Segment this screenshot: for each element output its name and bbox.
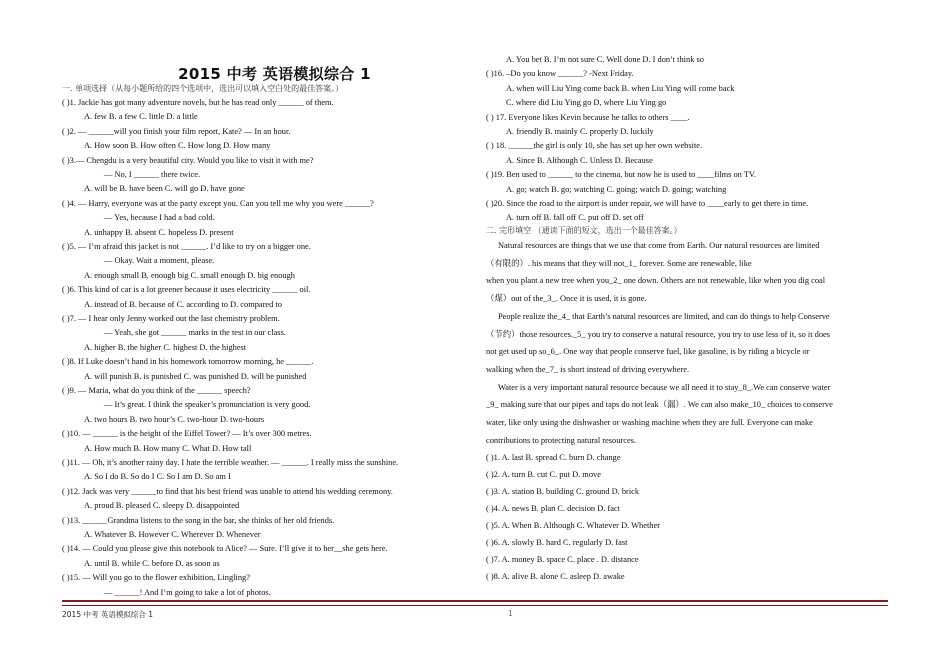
footer-title: 2015 中考 英语模拟综合 1	[62, 610, 154, 619]
answer-options: C. where did Liu Ying go D, where Liu Ying go	[506, 98, 667, 108]
question-stem: ( )2. — ______will you finish your film report, Kate? — In an hour.	[62, 126, 291, 136]
answer-options: A. go; watch B. go; watching C. going; watch D. going; watching	[506, 184, 727, 194]
section2-header: 二. 完形填空 （通读下面的短文，选出一个最佳答案。）	[486, 226, 682, 235]
passage-line: not get used up so_6_. One way that people conserve fuel, like gasoline, is by riding a bicycle or	[486, 347, 810, 357]
answer-options: A. will be B. have been C. will go D. have gone	[84, 184, 245, 194]
question-stem: ( )9. — Maria, what do you think of the ______ speech?	[62, 386, 251, 395]
question-stem: ( )11. — Oh, it’s another rainy day. I hate the terrible weather. — ______. I really miss the sunshine.	[62, 458, 399, 467]
cloze-option-row: ( )7. A. money B. space C. place . D. distance	[486, 555, 639, 564]
question-stem: ( ) 18. ______the girl is only 10, she has set up her own website.	[486, 141, 703, 151]
passage-line: People realize the_4_ that Earth’s natural resources are limited, and can do things to help Conserve	[498, 311, 830, 321]
page-number: 1	[508, 609, 513, 618]
question-stem: ( )6. This kind of car is a lot greener because it uses electricity ______ oil.	[62, 285, 311, 295]
question-stem: ( ) 17. Everyone likes Kevin because he talks to others ____.	[486, 112, 690, 122]
answer-options: A. How soon B. How often C. How long D. How many	[84, 141, 271, 151]
question-stem: ( )12. Jack was very ______to find that his best friend was unable to attend his wedding ceremony.	[62, 486, 393, 496]
cloze-option-row: ( )8. A. alive B. alone C. asleep D. awake	[486, 572, 625, 581]
cloze-option-row: ( )1. A. last B. spread C. burn D. change	[486, 453, 621, 462]
answer-options: A. How much B. How many C. What D. How tall	[84, 443, 252, 453]
passage-line: walking when the_7_ is short instead of driving everywhere.	[486, 364, 690, 374]
passage-line: （有限的）. his means that they will not_1_ forever. Some are renewable, like	[486, 258, 752, 268]
cloze-option-row: ( )2. A. turn B. cut C. put D. move	[486, 470, 601, 479]
passage-line: _9_ making sure that our pipes and taps do not leak（漏）. We can also make_10_ choices to conserve	[486, 400, 833, 410]
question-stem: ( )16. –Do you know ______? -Next Friday.	[486, 69, 634, 79]
answer-options: A. You bet B. I’m not sure C. Well done D. I don’t think so	[506, 55, 704, 64]
question-stem: ( )1. Jackie has got many adventure novels, but he has read only ______ of them.	[62, 98, 334, 107]
dialogue-line: — Yeah, she got ______ marks in the test in our class.	[104, 328, 286, 338]
page-title: 2015 中考 英语模拟综合 1	[178, 65, 371, 83]
passage-line: Natural resources are things that we use that come from Earth. Our natural resources are limited	[498, 241, 820, 250]
answer-options: A. friendly B. mainly C. properly D. luckily	[506, 127, 654, 136]
answer-options: A. higher B. the higher C. highest D. the highest	[84, 342, 247, 352]
passage-line: （节约）those resources._5_ you try to conserve a natural resource, you try to use less of it, so it does	[486, 329, 830, 339]
passage-line: Water is a very important natural resource because we all need it to stay_8_.We can conserve water	[498, 382, 831, 392]
answer-options: A. proud B. pleased C. sleepy D. disappointed	[84, 501, 240, 511]
answer-options: A. So I do B. So do I C. So I am D. So am I	[84, 472, 231, 482]
cloze-option-row: ( )6. A. slowly B. hard C. regularly D. fast	[486, 538, 628, 547]
passage-line: contributions to protecting natural resources.	[486, 435, 637, 445]
answer-options: A. few B. a few C. little D. a little	[84, 112, 198, 122]
answer-options: A. until B. while C. before D. as soon as	[84, 558, 220, 568]
passage-line: （煤）out of the_3_. Once it is used, it is gone.	[486, 294, 647, 304]
dialogue-line: — Yes, because I had a bad cold.	[104, 213, 215, 223]
passage-line: when you plant a new tree when you_2_ one down. Others are not renewable, like when you dig coal	[486, 276, 826, 286]
cloze-option-row: ( )4. A. news B. plan C. decision D. fact	[486, 504, 620, 513]
question-stem: ( )5. — I’m afraid this jacket is not ______. I’d like to try on a bigger one.	[62, 242, 311, 251]
dialogue-line: — It’s great. I think the speaker’s pronunciation is very good.	[104, 400, 311, 410]
answer-options: A. enough small B. enough big C. small enough D. big enough	[84, 270, 295, 280]
answer-options: A. will punish B. is punished C. was punished D. will be punished	[84, 371, 307, 381]
dialogue-line: — ______! And I’m going to take a lot of photos.	[104, 587, 271, 597]
cloze-option-row: ( )5. A. When B. Although C. Whatever D. Whether	[486, 521, 660, 530]
answer-options: A. instead of B. because of C. according to D. compared to	[84, 299, 282, 309]
question-stem: ( )13. ______Grandma listens to the song in the bar, she thinks of her old friends.	[62, 515, 335, 525]
answer-options: A. Whatever B. However C. Wherever D. Whenever	[84, 530, 261, 539]
answer-options: A. turn off B. fall off C. put off D. set off	[506, 213, 644, 223]
answer-options: A. Since B. Although C. Unless D. Because	[506, 155, 653, 165]
passage-line: water, like only using the dishwasher or washing machine when they are full. Everyone can make	[486, 418, 813, 427]
question-stem: ( )15. — Will you go to the flower exhibition, Lingling?	[62, 573, 250, 583]
question-stem: ( )7. — I hear only Jenny worked out the last chemistry problem.	[62, 314, 280, 323]
question-stem: ( )10. — ______ is the height of the Eiffel Tower? — It’s over 300 metres.	[62, 429, 312, 439]
question-stem: ( )20. Since the road to the airport is under repair, we will have to ____early to get there in time.	[486, 199, 809, 208]
answer-options: A. when will Liu Ying come back B. when Liu Ying will come back	[506, 83, 735, 93]
question-stem: ( )14. — Could you please give this notebook to Alice? — Sure. I’ll give it to her__she gets here.	[62, 544, 388, 554]
question-stem: ( )4. — Harry, everyone was at the party except you. Can you tell me why you were ______?	[62, 198, 374, 208]
question-stem: ( )3.— Chengdu is a very beautiful city. Would you like to visit it with me?	[62, 155, 314, 165]
answer-options: A. unhappy B. absent C. hopeless D. present	[84, 227, 234, 237]
section1-header: 一. 单项选择（从每小题所给的四个选项中，选出可以填入空白处的最佳答案。）	[62, 84, 344, 93]
dialogue-line: — No, I ______ there twice.	[104, 170, 201, 179]
question-stem: ( )8. If Luke doesn’t hand in his homework tomorrow morning, he ______.	[62, 357, 314, 367]
answer-options: A. two hours B. two hour’s C. two-hour D. two-hours	[84, 414, 265, 424]
footer-divider	[62, 600, 888, 606]
dialogue-line: — Okay. Wait a moment, please.	[104, 256, 215, 266]
cloze-option-row: ( )3. A. station B. building C. ground D. brick	[486, 487, 640, 496]
question-stem: ( )19. Ben used to ______ to the cinema, but now he is used to ____films on TV.	[486, 170, 756, 180]
